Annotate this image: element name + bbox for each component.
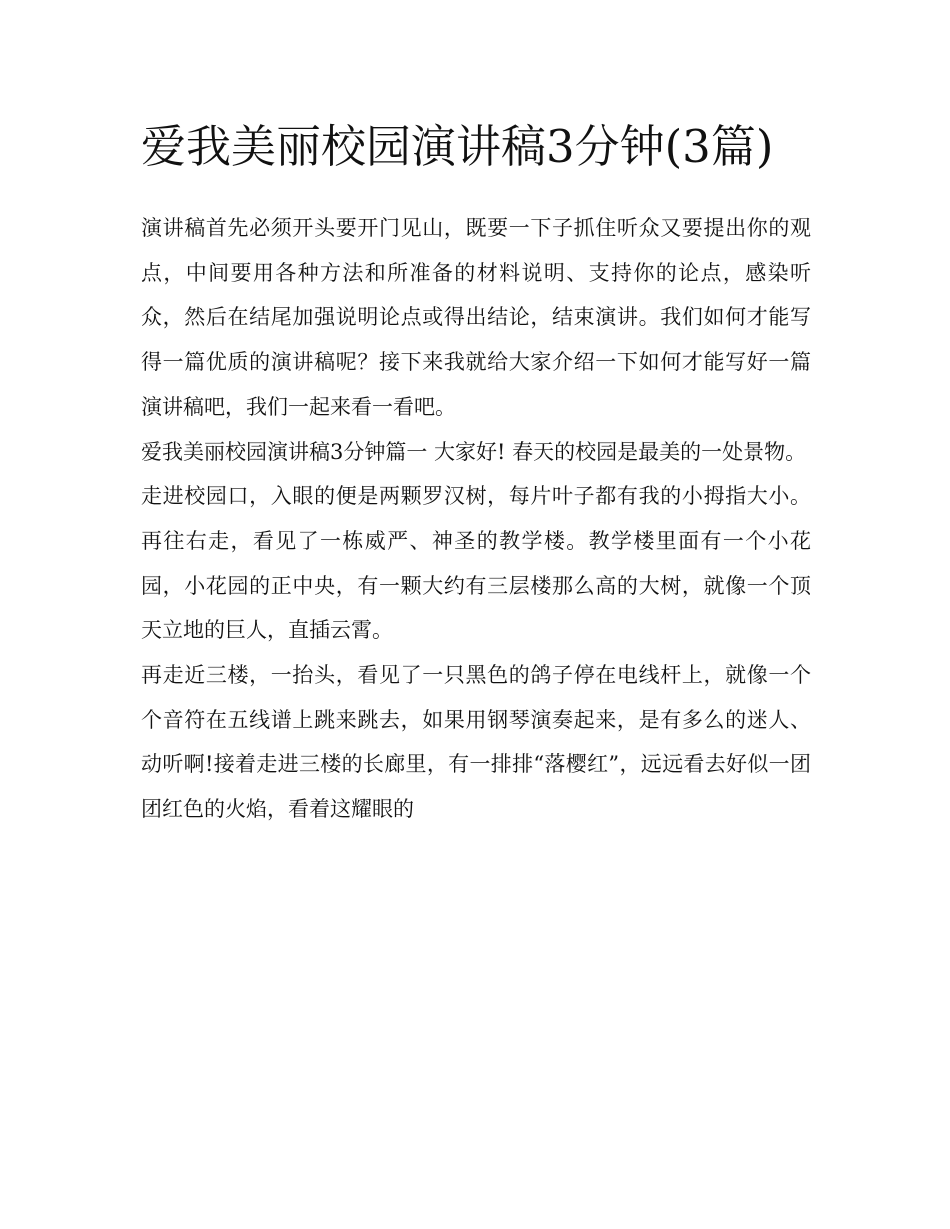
section-heading-paragraph: 爱我美丽校园演讲稿3分钟篇一 大家好! 春天的校园是最美的一处景物。 [141, 439, 807, 464]
body-paragraph: 走进校园口，入眼的便是两颗罗汉树，每片叶子都有我的小拇指大小。再往右走，看见了一栋威严、神圣的教学楼。教学楼里面有一个小花园，小花园的正中央，有一颗大约有三层楼那么高的大树，就像一个顶天立地的巨人，直插云霄。 [141, 484, 811, 643]
document-body [141, 206, 811, 832]
body-paragraph: 再走近三楼，一抬头，看见了一只黑色的鸽子停在电线杆上，就像一个个音符在五线谱上跳来跳去，如果用钢琴演奏起来，是有多么的迷人、动听啊!接着走进三楼的长廊里，有一排排“落樱红”，远远看去好似一团团红色的火焰，看着这耀眼的 [141, 663, 811, 822]
document-title: 爱我美丽校园演讲稿3分钟(3篇) [141, 120, 774, 173]
intro-paragraph: 演讲稿首先必须开头要开门见山，既要一下子抓住听众又要提出你的观点，中间要用各种方法和所准备的材料说明、支持你的论点，感染听众，然后在结尾加强说明论点或得出结论，结束演讲。我们如何才能写得一篇优质的演讲稿呢？接下来我就给大家介绍一下如何才能写好一篇演讲稿吧，我们一起来看一看吧。 [141, 216, 811, 419]
document-content [141, 112, 811, 832]
